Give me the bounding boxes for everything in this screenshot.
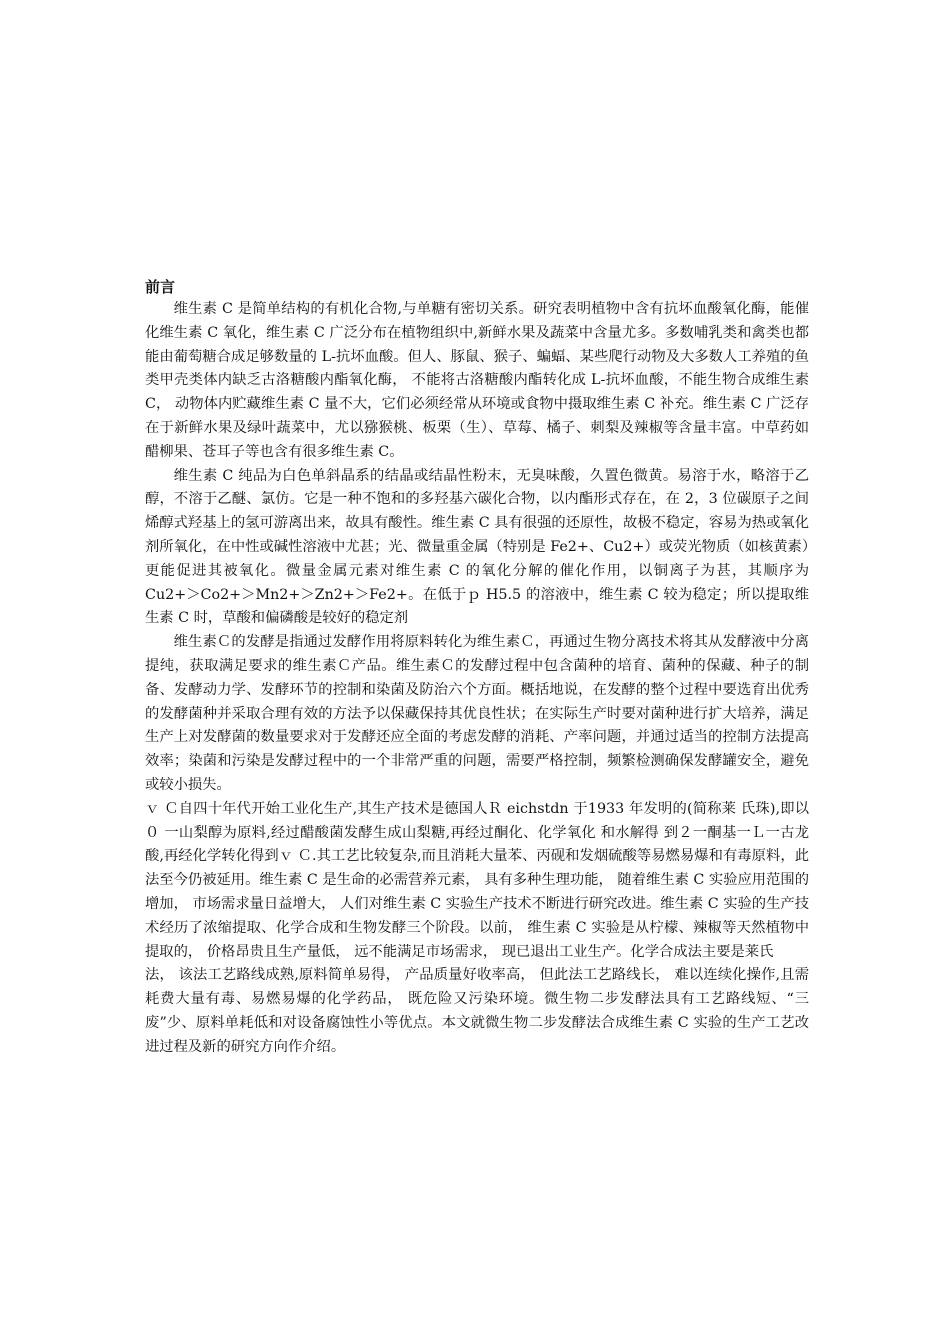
document-body	[145, 276, 809, 1060]
paragraph-3: 维生素Ｃ的发酵是指通过发酵作用将原料转化为维生素Ｃ，再通过生物分离技术将其从发酵液中分离提纯，获取满足要求的维生素Ｃ产品。维生素Ｃ的发酵过程中包含菌种的培育、菌种的保藏、种子的制备、发酵动力学、发酵环节的控制和染菌及防治六个方面。概括地说，在发酵的整个过程中要选育出优秀的发酵菌种并采取合理有效的方法予以保藏保持其优良性状；在实际生产时要对菌种进行扩大培养，满足生产上对发酵菌的数量要求对于发酵还应全面的考虑发酵的消耗、产率问题，并通过适当的控制方法提高效率；染菌和污染是发酵过程中的一个非常严重的问题，需要严格控制，频繁检测确保发酵罐安全，避免或较小损失。	[145, 634, 809, 793]
paragraph-1: 维生素 C 是简单结构的有机化合物,与单糖有密切关系。研究表明植物中含有抗坏血酸氧化酶，能催化维生素 C 氧化，维生素 C 广泛分布在植物组织中,新鲜水果及蔬菜中含量尤多。多数哺乳类和禽类也都能由葡萄糖合成足够数量的 L-抗坏血酸。但人、豚鼠、猴子、蝙蝠、某些爬行动物及大多数人工养殖的鱼类甲壳类体内缺乏古洛糖酸内酯氧化酶， 不能将古洛糖酸内酯转化成 L-抗坏血酸，不能生物合成维生素 C， 动物体内贮藏维生素 C 量不大，它们必须经常从环境或食物中摄取维生素 C 补充。维生素 C 广泛存在于新鲜水果及绿叶蔬菜中，尤以猕猴桃、板栗（生）、草莓、橘子、刺梨及辣椒等含量丰富。中草药如醋柳果、苍耳子等也含有很多维生素 C。	[145, 301, 809, 460]
paragraph-5: 法， 该法工艺路线成熟,原料简单易得， 产品质量好收率高， 但此法工艺路线长， 难以连续化操作,且需耗费大量有毒、易燃易爆的化学药品， 既危险又污染环境。微生物二步发酵法具有工艺路线短、“三废”少、原料单耗低和对设备腐蚀性小等优点。本文就微生物二步发酵法合成维生素 C 实验的生产工艺改进过程及新的研究方向作介绍。	[145, 967, 809, 1055]
section-heading: 前言	[145, 278, 176, 296]
paragraph-2: 维生素 C 纯品为白色单斜晶系的结晶或结晶性粉末，无臭味酸，久置色微黄。易溶于水，略溶于乙醇，不溶于乙醚、氯仿。它是一种不饱和的多羟基六碳化合物，以内酯形式存在，在 2，3 位碳原子之间烯醇式羟基上的氢可游离出来，故具有酸性。维生素 C 具有很强的还原性，故极不稳定，容易为热或氧化剂所氧化，在中性或碱性溶液中尤甚；光、微量重金属（特别是 Fe2+、Cu2+）或荧光物质（如核黄素）更能促进其被氧化。微量金属元素对维生素 C 的氧化分解的催化作用，以铜离子为甚，其顺序为 Cu2+＞Co2+＞Mn2+＞Zn2+＞Fe2+。在低于ｐ H5.5 的溶液中，维生素 C 较为稳定；所以提取维生素 C 时，草酸和偏磷酸是较好的稳定剂	[145, 467, 809, 627]
paragraph-4: ｖ Ｃ自四十年代开始工业化生产,其生产技术是德国人Ｒ eichstdn 于1933 年发明的(简称莱 氏珠),即以０ 一山梨醇为原料,经过醋酸菌发酵生成山梨糖,再经过酮化、化学氧化 和水解得 到２一酮基一Ｌ一古龙酸,再经化学转化得到ｖ Ｃ.其工艺比较复杂,而且消耗大量苯、丙砚和发烟硫酸等易燃易爆和有毒原料，此法至今仍被延用。维生素 C 是生命的必需营养元素， 具有多种生理功能， 随着维生素 C 实验应用范围的增加， 市场需求量日益增大， 人们对维生素 C 实验生产技术不断进行研究改进。维生素 C 实验的生产技术经历了浓缩提取、化学合成和生物发酵三个阶段。以前， 维生素 C 实验是从柠檬、辣椒等天然植物中提取的， 价格昂贵且生产量低， 远不能满足市场需求， 现已退出工业生产。化学合成法主要是莱氏	[145, 800, 809, 960]
